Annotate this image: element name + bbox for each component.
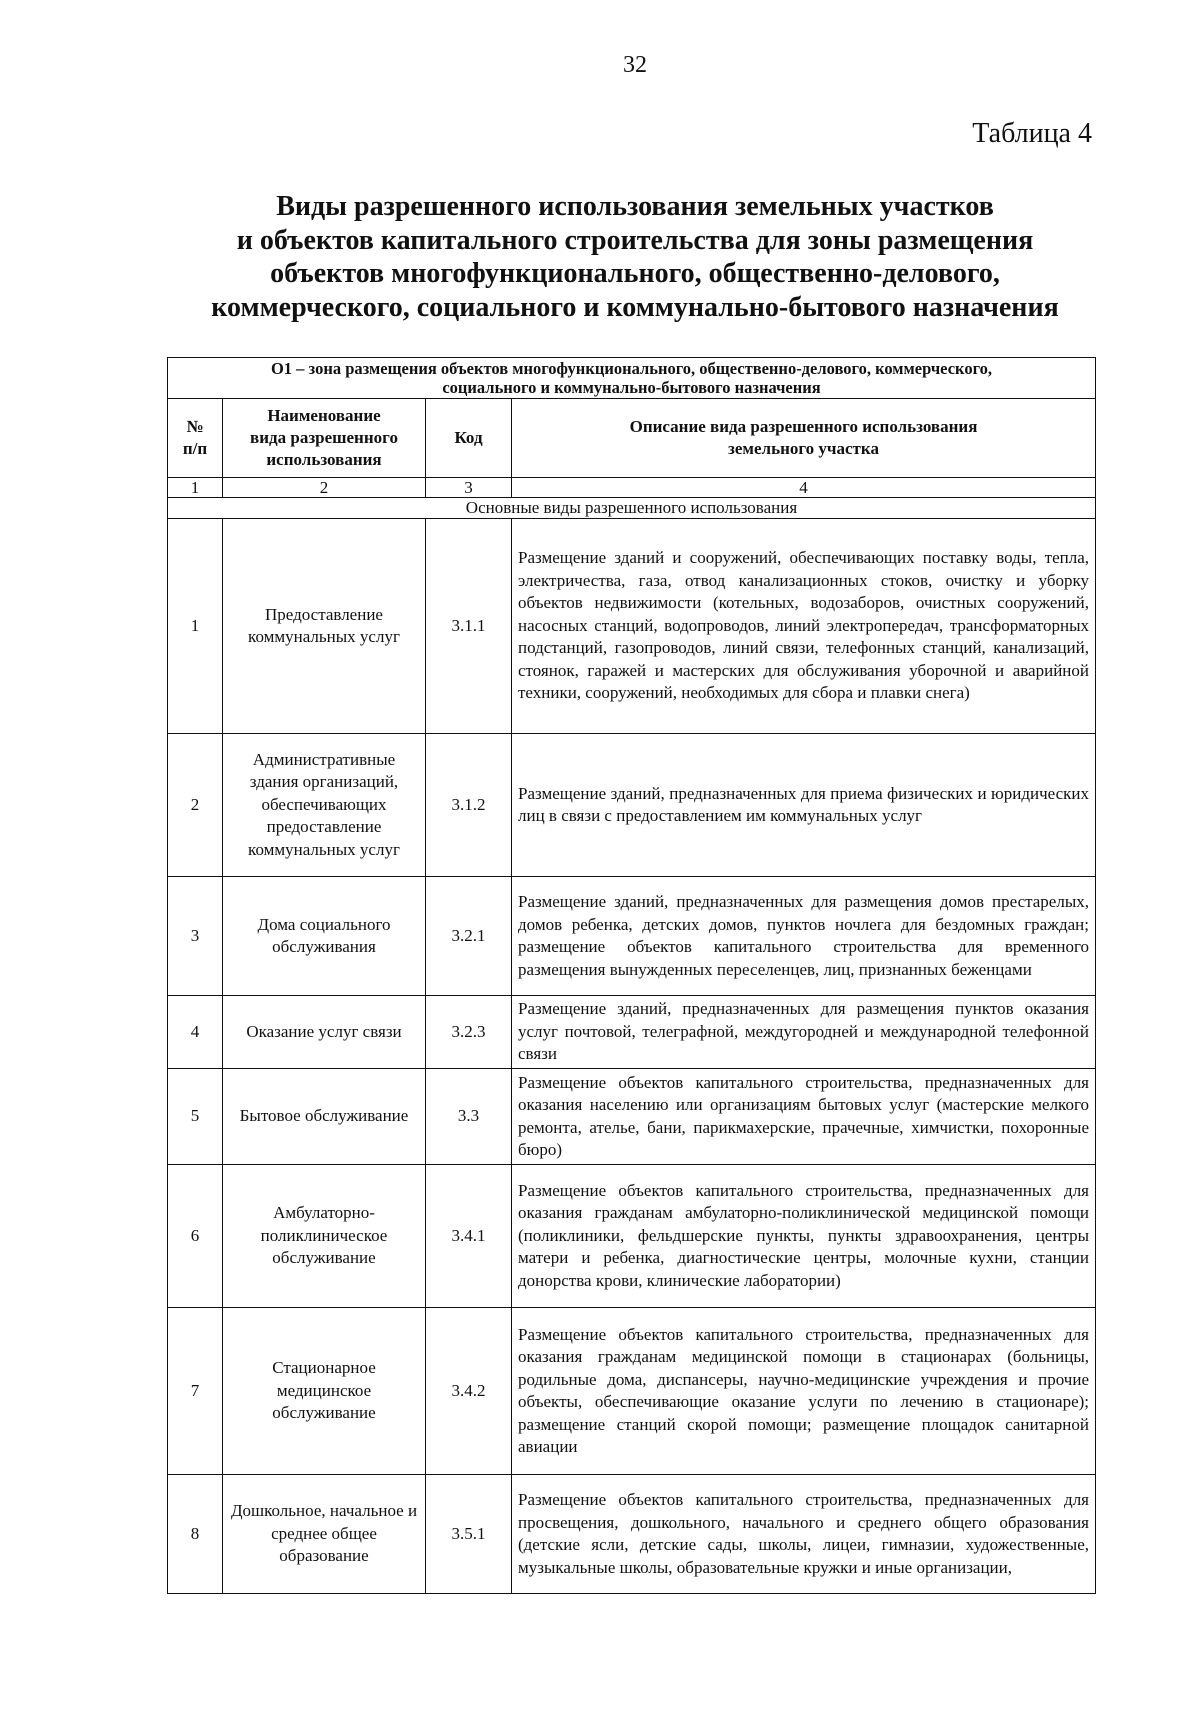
row-number: 6 xyxy=(168,1165,223,1308)
column-number-row xyxy=(168,478,1096,498)
row-description: Размещение зданий, предназначенных для приема физических и юридических лиц в связи с предоставлением им коммунальных услуг xyxy=(512,734,1096,877)
row-name: Бытовое обслуживание xyxy=(223,1069,426,1165)
row-name: Административные здания организаций, обеспечивающих предоставление коммунальных услуг xyxy=(223,734,426,877)
table-row xyxy=(168,519,1096,734)
row-description: Размещение объектов капитального строительства, предназначенных для оказания гражданам амбулаторно-поликлинической медицинской помощи (поликлиники, фельдшерские пункты, пункты здравоохранения, центры матери и ребенка, диагностические центры, молочные кухни, станции донорства крови, клинические лаборатории) xyxy=(512,1165,1096,1308)
row-number: 3 xyxy=(168,877,223,996)
header-line: Описание вида разрешенного использования xyxy=(629,417,978,436)
title-line: объектов многофункционального, общественно-делового, xyxy=(270,258,1000,289)
row-code: 3.1.2 xyxy=(426,734,512,877)
table-row xyxy=(168,1165,1096,1308)
column-header-description xyxy=(512,399,1096,478)
table-row xyxy=(168,1308,1096,1475)
title-line: коммерческого, социального и коммунально-бытового назначения xyxy=(211,291,1059,323)
zone-header-line: О1 – зона размещения объектов многофункционального, общественно-делового, коммерческого, xyxy=(270,359,993,378)
row-number: 2 xyxy=(168,734,223,877)
row-number: 4 xyxy=(168,996,223,1069)
header-line: использования xyxy=(266,450,382,469)
table-label: Таблица 4 xyxy=(972,118,1092,149)
header-line: п/п xyxy=(182,439,208,458)
column-header-name xyxy=(223,399,426,478)
column-number: 3 xyxy=(426,478,512,498)
row-number: 5 xyxy=(168,1069,223,1165)
column-header-code: Код xyxy=(426,399,512,478)
row-description: Размещение зданий, предназначенных для размещения домов престарелых, домов ребенка, детских домов, пунктов ночлега для бездомных граждан; размещение объектов капитального строительства для временного размещения вынужденных переселенцев, лиц, признанных беженцами xyxy=(512,877,1096,996)
row-code: 3.1.1 xyxy=(426,519,512,734)
section-title: Основные виды разрешенного использования xyxy=(168,498,1096,519)
column-header-row xyxy=(168,399,1096,478)
title-line: и объектов капитального строительства для зоны размещения xyxy=(236,224,1034,256)
table-row xyxy=(168,1069,1096,1165)
title-line: Виды разрешенного использования земельных участков xyxy=(276,191,994,222)
zone-header xyxy=(168,358,1096,399)
row-code: 3.2.3 xyxy=(426,996,512,1069)
row-code: 3.2.1 xyxy=(426,877,512,996)
column-number: 4 xyxy=(512,478,1096,498)
row-number: 7 xyxy=(168,1308,223,1475)
row-description: Размещение зданий и сооружений, обеспечивающих поставку воды, тепла, электричества, газа, отвод канализационных стоков, очистку и уборку объектов недвижимости (котельных, водозаборов, очистных сооружений, насосных станций, водопроводов, линий электропередач, трансформаторных подстанций, газопроводов, линий связи, телефонных станций, канализаций, стоянок, гаражей и мастерских для обслуживания уборочной и аварийной техники, сооружений, необходимых для сбора и плавки снега) xyxy=(512,519,1096,734)
row-description: Размещение объектов капитального строительства, предназначенных для оказания населению или организациям бытовых услуг (мастерские мелкого ремонта, ателье, бани, парикмахерские, прачечные, химчистки, похоронные бюро) xyxy=(512,1069,1096,1165)
table-row xyxy=(168,877,1096,996)
row-name: Дома социального обслуживания xyxy=(223,877,426,996)
row-code: 3.4.2 xyxy=(426,1308,512,1475)
header-line: Наименование xyxy=(267,406,381,425)
row-name: Дошкольное, начальное и среднее общее образование xyxy=(223,1475,426,1594)
column-number: 2 xyxy=(223,478,426,498)
section-row xyxy=(168,498,1096,519)
row-name: Стационарное медицинское обслуживание xyxy=(223,1308,426,1475)
row-name: Оказание услуг связи xyxy=(223,996,426,1069)
header-line: № xyxy=(186,417,204,436)
row-number: 1 xyxy=(168,519,223,734)
zone-header-line: социального и коммунально-бытового назначения xyxy=(442,378,821,397)
row-name: Амбулаторно-поликлиническое обслуживание xyxy=(223,1165,426,1308)
header-line: вида разрешенного xyxy=(250,428,398,447)
row-code: 3.4.1 xyxy=(426,1165,512,1308)
row-number: 8 xyxy=(168,1475,223,1594)
column-header-num xyxy=(168,399,223,478)
table-row xyxy=(168,734,1096,877)
row-description: Размещение объектов капитального строительства, предназначенных для просвещения, дошкольного, начального и среднего общего образования (детские ясли, детские сады, школы, лицеи, гимназии, художественные, музыкальные школы, образовательные кружки и иные организации, xyxy=(512,1475,1096,1594)
column-number: 1 xyxy=(168,478,223,498)
zone-header-row xyxy=(168,358,1096,399)
row-code: 3.3 xyxy=(426,1069,512,1165)
row-description: Размещение зданий, предназначенных для размещения пунктов оказания услуг почтовой, телеграфной, междугородней и международной телефонной связи xyxy=(512,996,1096,1069)
page-number: 32 xyxy=(623,52,647,78)
row-code: 3.5.1 xyxy=(426,1475,512,1594)
row-description: Размещение объектов капитального строительства, предназначенных для оказания гражданам медицинской помощи в стационарах (больницы, родильные дома, диспансеры, научно-медицинские учреждения и прочие объекты, обеспечивающие оказание услуги по лечению в стационаре); размещение станций скорой помощи; размещение площадок санитарной авиации xyxy=(512,1308,1096,1475)
document-title xyxy=(150,190,1120,324)
land-use-table xyxy=(167,357,1096,1594)
table-row xyxy=(168,996,1096,1069)
table-row xyxy=(168,1475,1096,1594)
row-name: Предоставление коммунальных услуг xyxy=(223,519,426,734)
header-line: земельного участка xyxy=(728,439,879,458)
